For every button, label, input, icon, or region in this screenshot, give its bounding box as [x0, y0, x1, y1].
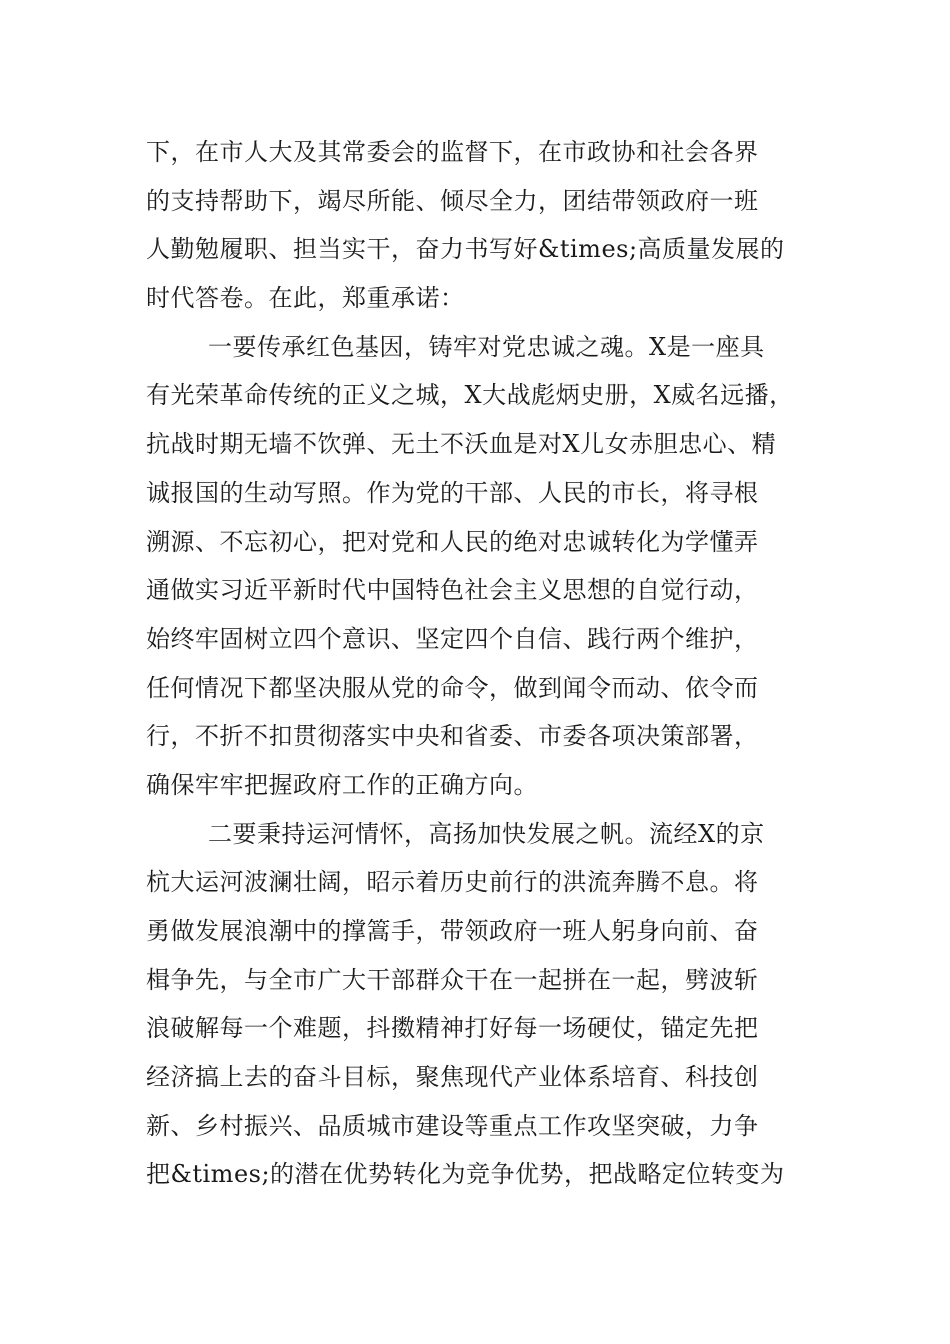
text-line: 始终牢固树立四个意识、坚定四个自信、践行两个维护，	[146, 624, 759, 653]
text-line: 诚报国的生动写照。作为党的干部、人民的市长，将寻根	[146, 478, 759, 507]
text-line: 勇做发展浪潮中的撑篙手，带领政府一班人躬身向前、奋	[146, 917, 759, 945]
text-line: 有光荣革命传统的正义之城，X大战彪炳史册，X威名远播，	[146, 381, 794, 410]
text-line: 杭大运河波澜壮阔，昭示着历史前行的洪流奔腾不息。将	[146, 868, 759, 897]
text-line: 行，不折不扣贯彻落实中央和省委、市委各项决策部署，	[146, 722, 759, 751]
text-line: 抗战时期无墙不饮弹、无土不沃血是对X儿女赤胆忠心、精	[146, 430, 777, 459]
text-line: 经济搞上去的奋斗目标，聚焦现代产业体系培育、科技创	[146, 1063, 759, 1092]
text-line: 的支持帮助下，竭尽所能、倾尽全力，团结带领政府一班	[146, 186, 759, 215]
text-line: 时代答卷。在此，郑重承诺：	[146, 284, 465, 313]
text-line: 下，在市人大及其常委会的监督下，在市政协和社会各界	[146, 138, 759, 166]
text-line: 浪破解每一个难题，抖擞精神打好每一场硬仗，锚定先把	[146, 1014, 759, 1043]
text-line: 通做实习近平新时代中国特色社会主义思想的自觉行动，	[146, 576, 759, 605]
text-line: 任何情况下都坚决服从党的命令，做到闻令而动、依令而	[146, 673, 759, 702]
text-line: 把&times;的潜在优势转化为竞争优势，把战略定位转变为	[146, 1160, 785, 1189]
text-line: 人勤勉履职、担当实干，奋力书写好&times;高质量发展的	[146, 235, 785, 264]
paragraph-first-line: 一要传承红色基因，铸牢对党忠诚之魂。X是一座具	[208, 332, 765, 361]
document-body	[146, 128, 816, 1199]
text-line: 新、乡村振兴、品质城市建设等重点工作攻坚突破，力争	[146, 1111, 759, 1140]
paragraph-first-line: 二要秉持运河情怀，高扬加快发展之帆。流经X的京	[208, 819, 765, 848]
text-line: 楫争先，与全市广大干部群众干在一起拼在一起，劈波斩	[146, 965, 759, 994]
text-line: 确保牢牢把握政府工作的正确方向。	[146, 770, 538, 799]
text-line: 溯源、不忘初心，把对党和人民的绝对忠诚转化为学懂弄	[146, 527, 759, 556]
